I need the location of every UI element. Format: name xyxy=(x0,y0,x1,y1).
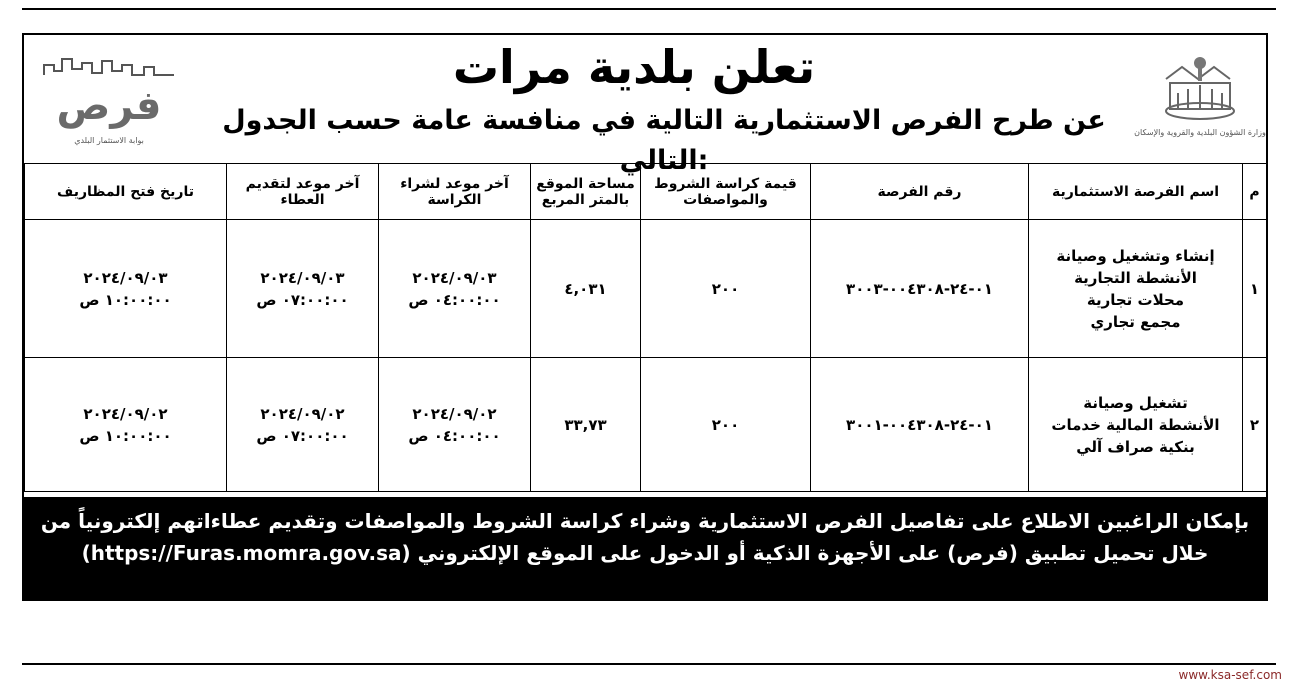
header-bid-deadline: آخر موعد لتقديم العطاء xyxy=(227,164,379,220)
booklet-deadline-date: ٢٠٢٤/٠٩/٠٣ xyxy=(412,268,497,287)
furas-logo xyxy=(34,45,184,153)
bottom-rule xyxy=(22,663,1276,665)
row-no: ١ xyxy=(1243,220,1267,358)
header-area: مساحة الموقع بالمتر المربع xyxy=(531,164,641,220)
row-booklet-deadline xyxy=(379,220,531,358)
bid-deadline-time: ٠٧:٠٠:٠٠ ص xyxy=(256,290,349,309)
footer-line-2: خلال تحميل تطبيق (فرص) على الأجهزة الذكية أو الدخول على الموقع الإلكتروني (https://Furas.momra.gov.sa) xyxy=(81,541,1209,565)
row-bid-deadline xyxy=(227,358,379,492)
advertisement-box xyxy=(22,33,1268,601)
table-row xyxy=(25,220,1267,358)
header-no: م xyxy=(1243,164,1267,220)
row-name-line: الأنشطة المالية خدمات xyxy=(1051,415,1220,434)
row-name-line: مجمع تجاري xyxy=(1090,312,1181,331)
row-opening-date xyxy=(25,358,227,492)
header-opportunity-no: رقم الفرصة xyxy=(811,164,1029,220)
ad-subtitle: عن طرح الفرص الاستثمارية التالية في منافسة عامة حسب الجدول التالي: xyxy=(222,105,1106,176)
row-name-line: إنشاء وتشغيل وصيانة xyxy=(1056,246,1215,265)
booklet-deadline-time: ٠٤:٠٠:٠٠ ص xyxy=(408,290,501,309)
row-name xyxy=(1029,358,1243,492)
opening-date: ٢٠٢٤/٠٩/٠٣ xyxy=(83,268,168,287)
table-header-row xyxy=(25,164,1267,220)
booklet-deadline-date: ٢٠٢٤/٠٩/٠٢ xyxy=(412,404,497,423)
opening-time: ١٠:٠٠:٠٠ ص xyxy=(79,426,172,445)
row-name-line: تشغيل وصيانة xyxy=(1083,393,1188,412)
row-area: ٣٣,٧٣ xyxy=(531,358,641,492)
opening-time: ١٠:٠٠:٠٠ ص xyxy=(79,290,172,309)
row-booklet-deadline xyxy=(379,358,531,492)
row-name-line: الأنشطة التجارية xyxy=(1074,268,1197,287)
header-opening-date: تاريخ فتح المظاريف xyxy=(25,164,227,220)
opportunities-table xyxy=(24,163,1267,492)
footer-line-1: بإمكان الراغبين الاطلاع على تفاصيل الفرص الاستثمارية وشراء كراسة الشروط والمواصفات وتقديم عطاءاتهم إلكترونياً من xyxy=(40,509,1250,533)
furas-logo-text: فرص xyxy=(56,83,162,129)
ad-header xyxy=(24,35,1266,176)
footer-band xyxy=(24,497,1266,601)
header-booklet-price: قيمة كراسة الشروط والمواصفات xyxy=(641,164,811,220)
row-booklet-price: ٢٠٠ xyxy=(641,220,811,358)
row-opportunity-no: ٠١-٢٤-٠٠٤٣٠٨-٣٠٠٣ xyxy=(811,220,1029,358)
opening-date: ٢٠٢٤/٠٩/٠٢ xyxy=(83,404,168,423)
bid-deadline-date: ٢٠٢٤/٠٩/٠٢ xyxy=(260,404,345,423)
row-opportunity-no: ٠١-٢٤-٠٠٤٣٠٨-٣٠٠١ xyxy=(811,358,1029,492)
ad-title: تعلن بلدية مرات xyxy=(452,40,816,94)
site-watermark: www.ksa-sef.com xyxy=(1178,668,1282,682)
row-name xyxy=(1029,220,1243,358)
row-name-line: بنكية صراف آلي xyxy=(1076,437,1195,456)
ministry-logo xyxy=(1134,49,1266,157)
header-name: اسم الفرصة الاستثمارية xyxy=(1029,164,1243,220)
header-booklet-deadline: آخر موعد لشراء الكراسة xyxy=(379,164,531,220)
row-bid-deadline xyxy=(227,220,379,358)
bid-deadline-time: ٠٧:٠٠:٠٠ ص xyxy=(256,426,349,445)
row-no: ٢ xyxy=(1243,358,1267,492)
row-opening-date xyxy=(25,220,227,358)
bid-deadline-date: ٢٠٢٤/٠٩/٠٣ xyxy=(260,268,345,287)
furas-logo-caption: بوابة الاستثمار البلدي xyxy=(74,136,144,145)
ministry-logo-caption: وزارة الشؤون البلدية والقروية والإسكان xyxy=(1134,128,1266,137)
top-rule xyxy=(22,8,1276,10)
row-area: ٤,٠٣١ xyxy=(531,220,641,358)
row-name-line: محلات تجارية xyxy=(1086,290,1185,309)
booklet-deadline-time: ٠٤:٠٠:٠٠ ص xyxy=(408,426,501,445)
row-booklet-price: ٢٠٠ xyxy=(641,358,811,492)
table-row xyxy=(25,358,1267,492)
